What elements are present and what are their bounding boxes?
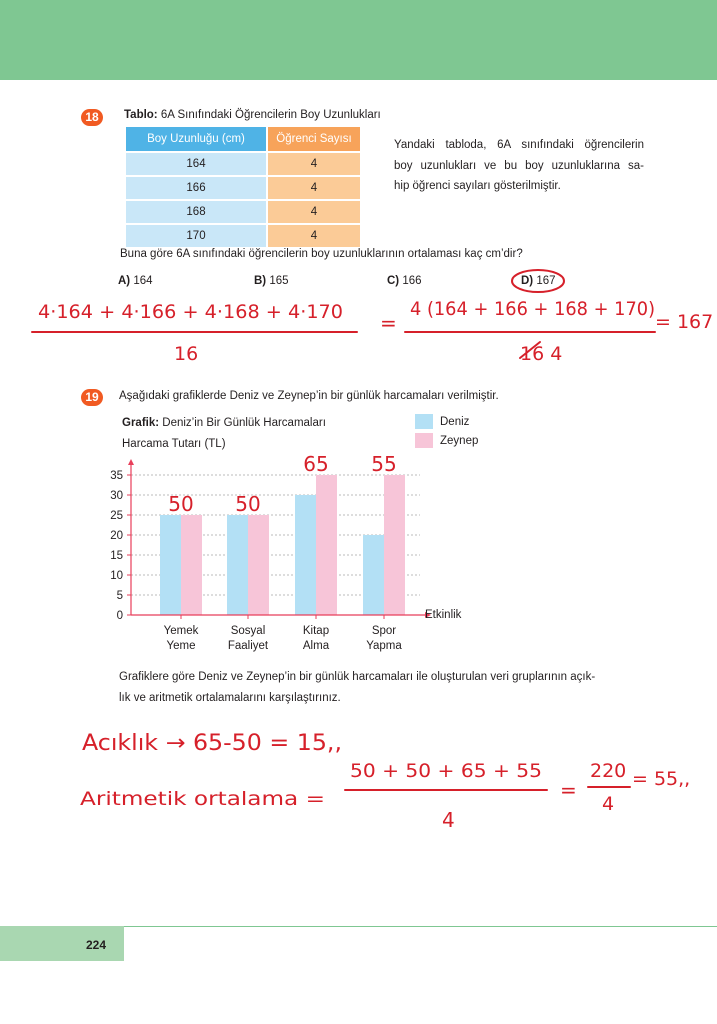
bar-chart	[90, 450, 490, 655]
question-19-intro: Aşağıdaki grafiklerde Deniz ve Zeynep’in bir günlük harcamaları verilmiştir.	[119, 390, 499, 402]
answer-circle	[512, 270, 564, 292]
hand-mean-label: Aritmetik ortalama =	[80, 788, 325, 810]
y-axis-arrow	[128, 459, 134, 465]
table-row	[126, 153, 360, 175]
y-tick-label: 35	[110, 470, 123, 482]
hand-numerator-left: 4·164 + 4·166 + 4·168 + 4·170	[38, 301, 343, 323]
option-value: 166	[402, 275, 422, 287]
hand-bar-label: 50	[235, 492, 261, 516]
chart-xlabel: Etkinlik	[425, 609, 462, 621]
table-cell-height: 170	[126, 225, 266, 247]
x-tick-label: Kitap	[302, 625, 330, 637]
footer-line	[124, 926, 717, 927]
option-letter: A)	[118, 275, 131, 287]
bar-zeynep	[384, 475, 405, 615]
question-number-19: 19	[81, 389, 103, 406]
question-line: Grafiklere göre Deniz ve Zeynep’in bir günlük harcamaları ile oluşturulan veri gruplarının açık-	[119, 671, 596, 683]
hand-mean-result: = 55,,	[632, 768, 691, 790]
y-tick-label: 5	[116, 590, 123, 602]
y-tick-label: 30	[110, 490, 123, 502]
hand-count: 4	[602, 793, 615, 815]
table-title-text: 6A Sınıfındaki Öğrencilerin Boy Uzunlukları	[160, 109, 381, 121]
legend-swatch-deniz	[415, 414, 433, 429]
x-tick-label: Yemek	[163, 625, 199, 637]
q18-handwriting	[0, 260, 717, 380]
bar-zeynep	[248, 515, 269, 615]
table-cell-height: 168	[126, 201, 266, 223]
question-line: lık ve aritmetik ortalamalarını karşılaştırınız.	[119, 691, 341, 704]
question-18-text: Buna göre 6A sınıfındaki öğrencilerin boy uzunluklarının ortalaması kaç cm’dir?	[120, 248, 523, 260]
table-header-count: Öğrenci Sayısı	[268, 127, 360, 151]
table-title-label: Tablo:	[124, 109, 158, 121]
hand-denominator-right: 16 4	[520, 343, 563, 365]
table-cell-count: 4	[268, 201, 360, 223]
hand-bar-label: 55	[371, 452, 397, 476]
bar-zeynep	[181, 515, 202, 615]
y-tick-label: 15	[110, 550, 123, 562]
bar-deniz	[160, 515, 181, 615]
bar-deniz	[295, 495, 316, 615]
question-19-text	[119, 667, 649, 708]
bar-deniz	[227, 515, 248, 615]
option-letter: C)	[387, 275, 400, 287]
table-row	[126, 225, 360, 247]
legend-label-zeynep: Zeynep	[440, 435, 479, 447]
page-header-band	[0, 0, 717, 80]
option-letter: B)	[254, 275, 267, 287]
bar-deniz	[363, 535, 384, 615]
height-table	[124, 125, 362, 249]
hand-total: 220	[590, 760, 627, 782]
table-description	[394, 135, 644, 197]
graph-title	[122, 417, 326, 429]
description-line: hip öğrenci sayıları gösterilmiştir.	[394, 180, 561, 192]
description-line: Yandaki tabloda, 6A sınıfındaki öğrencilerin	[394, 139, 644, 151]
x-tick-label: Alma	[302, 640, 330, 652]
x-tick-label: Yeme	[166, 640, 196, 652]
legend-label-deniz: Deniz	[440, 416, 470, 428]
table-cell-height: 164	[126, 153, 266, 175]
table-row	[126, 177, 360, 199]
legend-swatch-zeynep	[415, 433, 433, 448]
table-cell-count: 4	[268, 225, 360, 247]
hand-denominator-left: 16	[174, 343, 199, 365]
table-cell-count: 4	[268, 153, 360, 175]
option-value: 164	[133, 275, 153, 287]
y-tick-label: 20	[110, 530, 123, 542]
option-value: 165	[269, 275, 289, 287]
hand-result: = 167	[655, 311, 714, 333]
option-letter: D)	[521, 275, 534, 287]
question-number-18: 18	[81, 109, 103, 126]
y-tick-label: 10	[110, 570, 123, 582]
hand-bar-label: 65	[303, 452, 329, 476]
hand-equals: =	[560, 778, 577, 802]
hand-mean-denominator: 4	[442, 808, 455, 832]
q19-handwriting	[0, 715, 717, 845]
table-row	[126, 201, 360, 223]
bar-zeynep	[316, 475, 337, 615]
chart-ylabel: Harcama Tutarı (TL)	[122, 438, 226, 450]
hand-mean-numerator: 50 + 50 + 65 + 55	[350, 760, 542, 782]
option-value: 167	[536, 275, 556, 287]
x-tick-label: Spor	[371, 625, 397, 637]
x-tick-label: Faaliyet	[227, 640, 269, 652]
table-header-height: Boy Uzunluğu (cm)	[126, 127, 266, 151]
y-tick-label: 0	[116, 610, 123, 622]
hand-numerator-right: 4 (164 + 166 + 168 + 170)	[410, 298, 655, 320]
graph-title-text: Deniz’in Bir Günlük Harcamaları	[162, 417, 326, 429]
graph-title-label: Grafik:	[122, 417, 160, 429]
table-cell-count: 4	[268, 177, 360, 199]
page-number: 224	[86, 938, 107, 952]
x-tick-label: Yapma	[366, 640, 402, 652]
table-title	[124, 109, 381, 121]
hand-range-line: Acıklık → 65-50 = 15,,	[82, 731, 342, 756]
table-cell-height: 166	[126, 177, 266, 199]
y-tick-label: 25	[110, 510, 123, 522]
description-line: boy uzunlukları ve bu boy uzunluklarına sa-	[394, 159, 644, 172]
x-tick-label: Sosyal	[230, 625, 266, 637]
hand-bar-label: 50	[168, 492, 194, 516]
hand-equals: =	[380, 311, 397, 335]
